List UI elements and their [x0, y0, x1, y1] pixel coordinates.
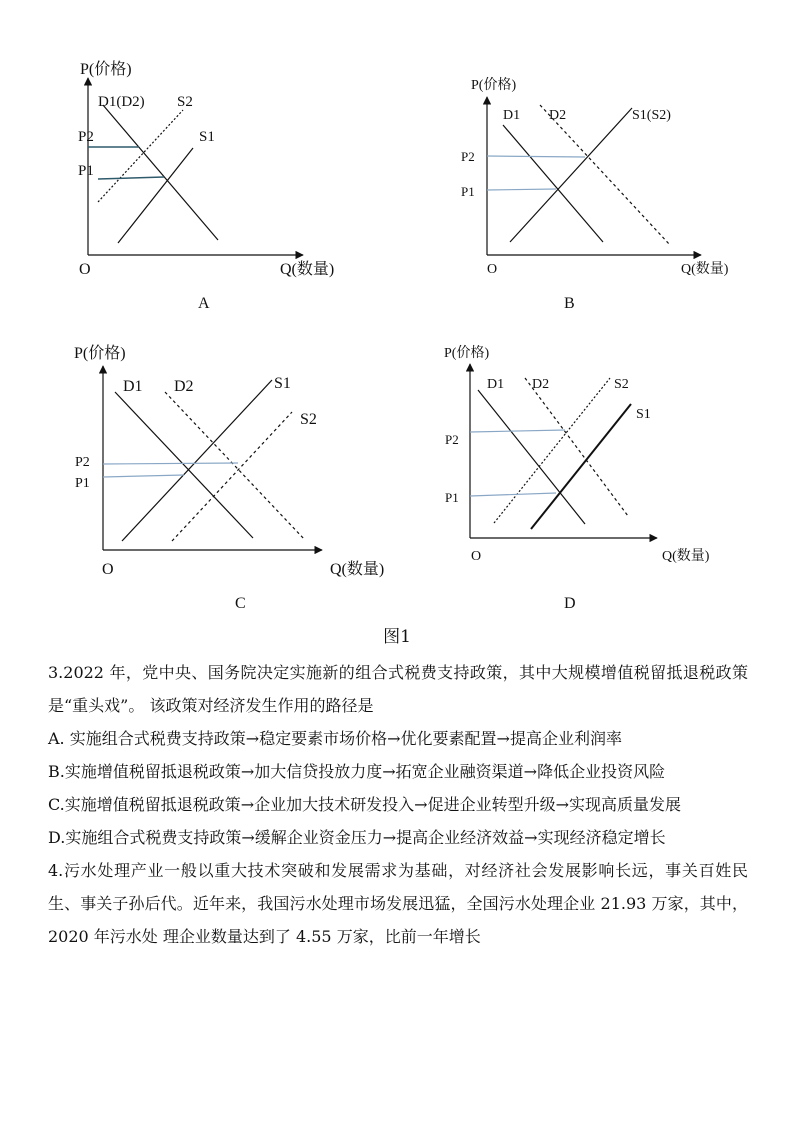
- graph-c-s2-label: S2: [300, 411, 317, 428]
- graph-c-origin: O: [102, 561, 114, 578]
- graph-a-demand-curve: [103, 105, 218, 240]
- graph-a-p1-line: [98, 177, 164, 179]
- graph-c-x-label: Q(数量): [330, 561, 385, 578]
- graph-d: [444, 344, 710, 612]
- question-4-stem: 4.污水处理产业一般以重大技术突破和发展需求为基础，对经济社会发展影响长远，事关百姓民生、事关子孙后代。近年来，我国污水处理市场发展迅猛，全国污水处理企业 21.93 万家，其中，2020 年污水处 理企业数量达到了 4.55 万家，比前一年增长: [48, 861, 748, 946]
- graph-d-p1-line: [470, 493, 556, 496]
- graph-c-p1-line: [103, 475, 184, 477]
- graph-c: [74, 344, 384, 612]
- graph-c-d1-label: D1: [123, 378, 143, 395]
- graph-a-p1-label: P1: [78, 163, 94, 179]
- graph-c-p2-line: [103, 463, 238, 464]
- question-3-option-c: C.实施增值税留抵退税政策→企业加大技术研发投入→促进企业转型升级→实现高质量发展: [48, 795, 681, 814]
- graph-b-origin: O: [487, 262, 498, 277]
- graph-a-p2-label: P2: [78, 129, 94, 145]
- graph-b-p2-label: P2: [461, 149, 475, 164]
- graph-d-p2-line: [470, 430, 565, 432]
- graph-c-demand-d1: [115, 392, 253, 538]
- graph-d-d2-label: D2: [532, 377, 550, 392]
- graph-d-y-label: P(价格): [444, 346, 490, 361]
- question-3-option-a: A. 实施组合式税费支持政策→稳定要素市场价格→优化要素配置→提高企业利润率: [48, 729, 622, 748]
- graph-c-y-label: P(价格): [74, 345, 126, 362]
- graph-a-s1-label: S1: [199, 129, 215, 145]
- graph-b-y-label: P(价格): [471, 78, 517, 93]
- graph-d-demand-d2: [525, 378, 628, 516]
- graph-c-d2-label: D2: [174, 378, 194, 395]
- question-3-option-b: B.实施增值税留抵退税政策→加大信贷投放力度→拓宽企业融资渠道→降低企业投资风险: [48, 762, 666, 781]
- graph-c-p1-label: P1: [75, 476, 90, 491]
- graph-c-p2-label: P2: [75, 455, 90, 470]
- question-3-stem: 3.2022 年，党中央、国务院决定实施新的组合式税费支持政策，其中大规模增值税留抵退税政策是“重头戏”。 该政策对经济发生作用的路径是: [48, 663, 748, 715]
- graph-a-y-label: P(价格): [80, 61, 132, 78]
- graph-b-d2-label: D2: [549, 108, 567, 123]
- question-text: [48, 656, 748, 953]
- graph-b-p1-line: [487, 189, 556, 190]
- graph-d-x-label: Q(数量): [662, 549, 710, 564]
- figure-caption: 图1: [383, 627, 411, 647]
- graph-b-p2-line: [487, 156, 585, 157]
- graph-b-x-label: Q(数量): [681, 262, 729, 277]
- graph-a-origin: O: [79, 261, 91, 278]
- graph-d-origin: O: [471, 549, 482, 564]
- graph-a-supply-s2: [98, 110, 183, 202]
- graph-a-s2-label: S2: [177, 94, 193, 110]
- graph-c-supply-s1: [122, 380, 272, 541]
- graph-d-caption: D: [564, 595, 576, 612]
- graph-d-p2-label: P2: [445, 432, 459, 447]
- graph-b-d1-label: D1: [503, 108, 521, 123]
- graph-b-demand-d2: [540, 105, 670, 245]
- graph-a-demand-label: D1(D2): [98, 94, 145, 110]
- graph-a-x-label: Q(数量): [280, 261, 335, 278]
- graph-b-s1-label: S1(S2): [632, 108, 671, 123]
- graph-b-caption: B: [564, 295, 575, 312]
- graph-a-supply-s1: [118, 148, 193, 243]
- graph-d-supply-s1: [531, 404, 631, 529]
- graph-b-supply-s1: [510, 108, 632, 242]
- graph-a-caption: A: [198, 295, 210, 312]
- graph-d-s1-label: S1: [636, 407, 651, 422]
- graph-b-demand-d1: [503, 125, 603, 242]
- graph-b-p1-label: P1: [461, 184, 475, 199]
- graph-d-d1-label: D1: [487, 377, 505, 392]
- graph-c-demand-d2: [165, 392, 305, 540]
- question-3-option-d: D.实施组合式税费支持政策→缓解企业资金压力→提高企业经济效益→实现经济稳定增长: [48, 828, 666, 847]
- graph-d-p1-label: P1: [445, 490, 459, 505]
- graph-d-s2-label: S2: [614, 377, 629, 392]
- graph-c-s1-label: S1: [274, 375, 291, 392]
- graph-c-supply-s2: [172, 412, 292, 541]
- graph-b: [461, 76, 729, 312]
- graph-a: [78, 60, 334, 312]
- graph-d-demand-d1: [478, 390, 585, 524]
- graph-c-caption: C: [235, 595, 246, 612]
